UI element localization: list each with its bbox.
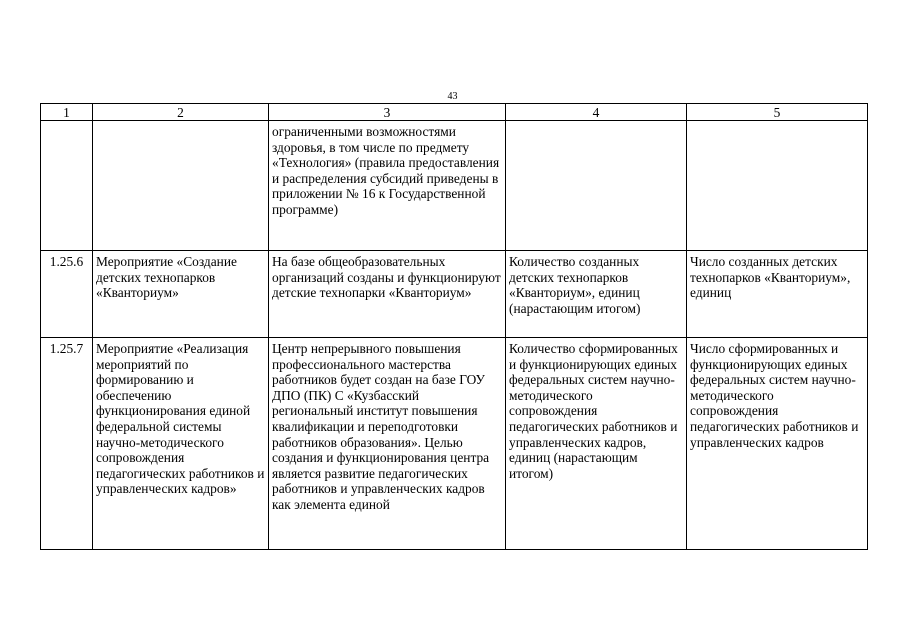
column-header: 3 <box>269 104 506 121</box>
column-header: 1 <box>41 104 93 121</box>
column-header: 4 <box>506 104 687 121</box>
row-number-cell: 1.25.7 <box>41 338 93 550</box>
unit-cell: Число сформированных и функционирующих единых федеральных систем научно-методического сопровождения педагогических работников и управленческих кадров <box>687 338 868 550</box>
event-cell: Мероприятие «Создание детских технопарков «Кванториум» <box>93 251 269 338</box>
table-row <box>41 338 868 550</box>
event-cell <box>93 121 269 251</box>
row-number-cell <box>41 121 93 251</box>
column-header: 5 <box>687 104 868 121</box>
row-number-cell: 1.25.6 <box>41 251 93 338</box>
indicator-cell: Количество созданных детских технопарков «Кванториум», единиц (нарастающим итогом) <box>506 251 687 338</box>
column-header: 2 <box>93 104 269 121</box>
unit-cell: Число созданных детских технопарков «Кванториум», единиц <box>687 251 868 338</box>
page-number: 43 <box>447 91 458 102</box>
table-header-row <box>41 104 868 121</box>
indicator-cell: Количество сформированных и функционирующих единых федеральных систем научно-методического сопровождения педагогических работников и управленческих кадров, единиц (нарастающим итогом) <box>506 338 687 550</box>
table-row <box>41 121 868 251</box>
measures-table <box>40 103 868 550</box>
event-cell: Мероприятие «Реализация мероприятий по формированию и обеспечению функционирования единой федеральной системы научно-методического сопровождения педагогических работников и управленческих кадров» <box>93 338 269 550</box>
indicator-cell <box>506 121 687 251</box>
description-cell: На базе общеобразовательных организаций созданы и функционируют детские технопарки «Кванториум» <box>269 251 506 338</box>
description-cell: ограниченными возможностями здоровья, в том числе по предмету «Технология» (правила предоставления и распределения субсидий приведены в приложении № 16 к Государственной программе) <box>269 121 506 251</box>
unit-cell <box>687 121 868 251</box>
description-cell: Центр непрерывного повышения профессионального мастерства работников будет создан на базе ГОУ ДПО (ПК) С «Кузбасский региональный институт повышения квалификации и переподготовки работников образования». Целью создания и функционирования центра является развитие педагогических работников и управленческих кадров как элемента единой <box>269 338 506 550</box>
table-row <box>41 251 868 338</box>
